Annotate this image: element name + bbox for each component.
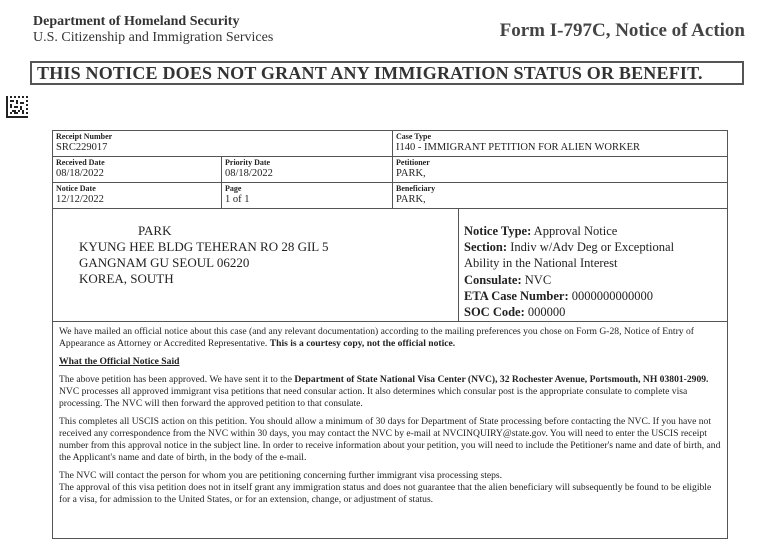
petitioner-cell: [393, 157, 727, 183]
received-date-value: 08/18/2022: [56, 168, 104, 179]
address-line-3: KOREA, SOUTH: [79, 271, 174, 286]
section-value-1: Indiv w/Adv Deg or Exceptional: [510, 240, 675, 255]
agency-header: [33, 14, 273, 46]
page-label: Page: [225, 184, 242, 193]
priority-date-cell: [222, 157, 393, 183]
receipt-number-label: Receipt Number: [56, 132, 113, 141]
approval-text-start: The above petition has been approved. We have sent it to the: [59, 374, 292, 385]
consulate-row: [464, 272, 727, 288]
page-cell: [222, 183, 393, 209]
notice-date-cell: [53, 183, 222, 209]
case-type-label: Case Type: [396, 132, 432, 141]
page-value: 1 of 1: [225, 194, 250, 205]
case-type-cell: [393, 131, 727, 157]
notice-details: [459, 209, 727, 321]
courtesy-text: We have mailed an official notice about this case (and any relevant documentation) according to the mailing preferences you chose on Form G-28, Notice of Entry of Appearance as Attorney or Accredited Representative.: [59, 326, 694, 349]
notice-date-label: Notice Date: [56, 184, 96, 193]
department-name: Department of Homeland Security: [33, 14, 240, 29]
mailing-address: [53, 209, 459, 321]
consulate-label: Consulate:: [464, 272, 522, 287]
eta-value: 0000000000000: [571, 288, 654, 303]
soc-row: [464, 304, 727, 320]
petitioner-value: PARK,: [396, 168, 426, 179]
priority-date-label: Priority Date: [225, 158, 271, 167]
uscis-action-paragraph: This completes all USCIS action on this petition. You should allow a minimum of 30 days for Department of State processing before contacting the NVC. If you have not received any correspondence from the NVC within 30 days, you may contact the NVC by e-mail at NVCINQUIRY@state.gov. You will need to enter the USCIS receipt number from this approval notice in the subject line. In order to receive information about your petition, you will need to include the Petitioner's name and date of birth, and the Applicant's name and date of birth, in the body of the e-mail.: [59, 416, 721, 463]
notice-type-row: [464, 223, 727, 239]
case-info-grid: [53, 131, 727, 209]
nvc-address: Department of State National Visa Center (NVC), 32 Rochester Avenue, Portsmouth, NH 03801-2909.: [294, 374, 709, 385]
courtesy-copy-note: This is a courtesy copy, not the official notice.: [269, 338, 456, 349]
official-notice-heading: What the Official Notice Said: [59, 356, 180, 367]
notice-body: [53, 322, 727, 538]
case-type-value: I140 - IMMIGRANT PETITION FOR ALIEN WORKER: [396, 142, 641, 153]
notice-date-value: 12/12/2022: [56, 194, 104, 205]
addressee-name: PARK: [138, 223, 172, 238]
address-line-1: KYUNG HEE BLDG TEHERAN RO 28 GIL 5: [79, 239, 329, 254]
barcode-icon: [6, 96, 28, 118]
consulate-value: NVC: [524, 272, 552, 287]
notice-box: [52, 130, 728, 539]
notice-type-label: Notice Type:: [464, 224, 532, 238]
agency-name: U.S. Citizenship and Immigration Services: [33, 30, 274, 45]
section-label: Section:: [464, 240, 508, 255]
address-line-2: GANGNAM GU SEOUL 06220: [79, 255, 250, 270]
receipt-number-value: SRC229017: [56, 142, 108, 153]
form-title: Form I-797C, Notice of Action: [499, 20, 745, 41]
priority-date-value: 08/18/2022: [225, 168, 273, 179]
section-value-2: Ability in the National Interest: [464, 256, 618, 271]
beneficiary-cell: [393, 183, 727, 209]
received-date-cell: [53, 157, 222, 183]
section-row: [464, 239, 727, 255]
notice-type-value: Approval Notice: [533, 224, 618, 238]
nvc-contact-text: The NVC will contact the person for whom you are petitioning concerning further immigrant visa processing steps.: [59, 470, 503, 481]
receipt-number-cell: [53, 131, 393, 157]
eta-label: ETA Case Number:: [464, 288, 569, 303]
eta-row: [464, 288, 727, 304]
approval-disclaimer: The approval of this visa petition does not in itself grant any immigration status and does not guarantee that the alien beneficiary will subsequently be found to be eligible for a visa, for admission to the United States, or for an extension, change, or adjustment of status.: [59, 482, 712, 505]
soc-label: SOC Code:: [464, 305, 525, 320]
received-date-label: Received Date: [56, 158, 105, 167]
approval-text-end: NVC processes all approved immigrant visa petitions that need consular action. It also determines which consular post is the appropriate consulate to complete visa processing. The NVC will then forward the approved petition to that consulate.: [59, 386, 688, 409]
approval-paragraph: [59, 374, 721, 410]
beneficiary-value: PARK,: [396, 194, 426, 205]
beneficiary-label: Beneficiary: [396, 184, 436, 193]
status-banner: THIS NOTICE DOES NOT GRANT ANY IMMIGRATION STATUS OR BENEFIT.: [30, 61, 744, 85]
soc-value: 000000: [527, 305, 566, 320]
courtesy-paragraph: [59, 326, 721, 350]
petitioner-label: Petitioner: [396, 158, 430, 167]
address-notice-section: [53, 209, 727, 322]
nvc-contact-paragraph: [59, 470, 721, 506]
